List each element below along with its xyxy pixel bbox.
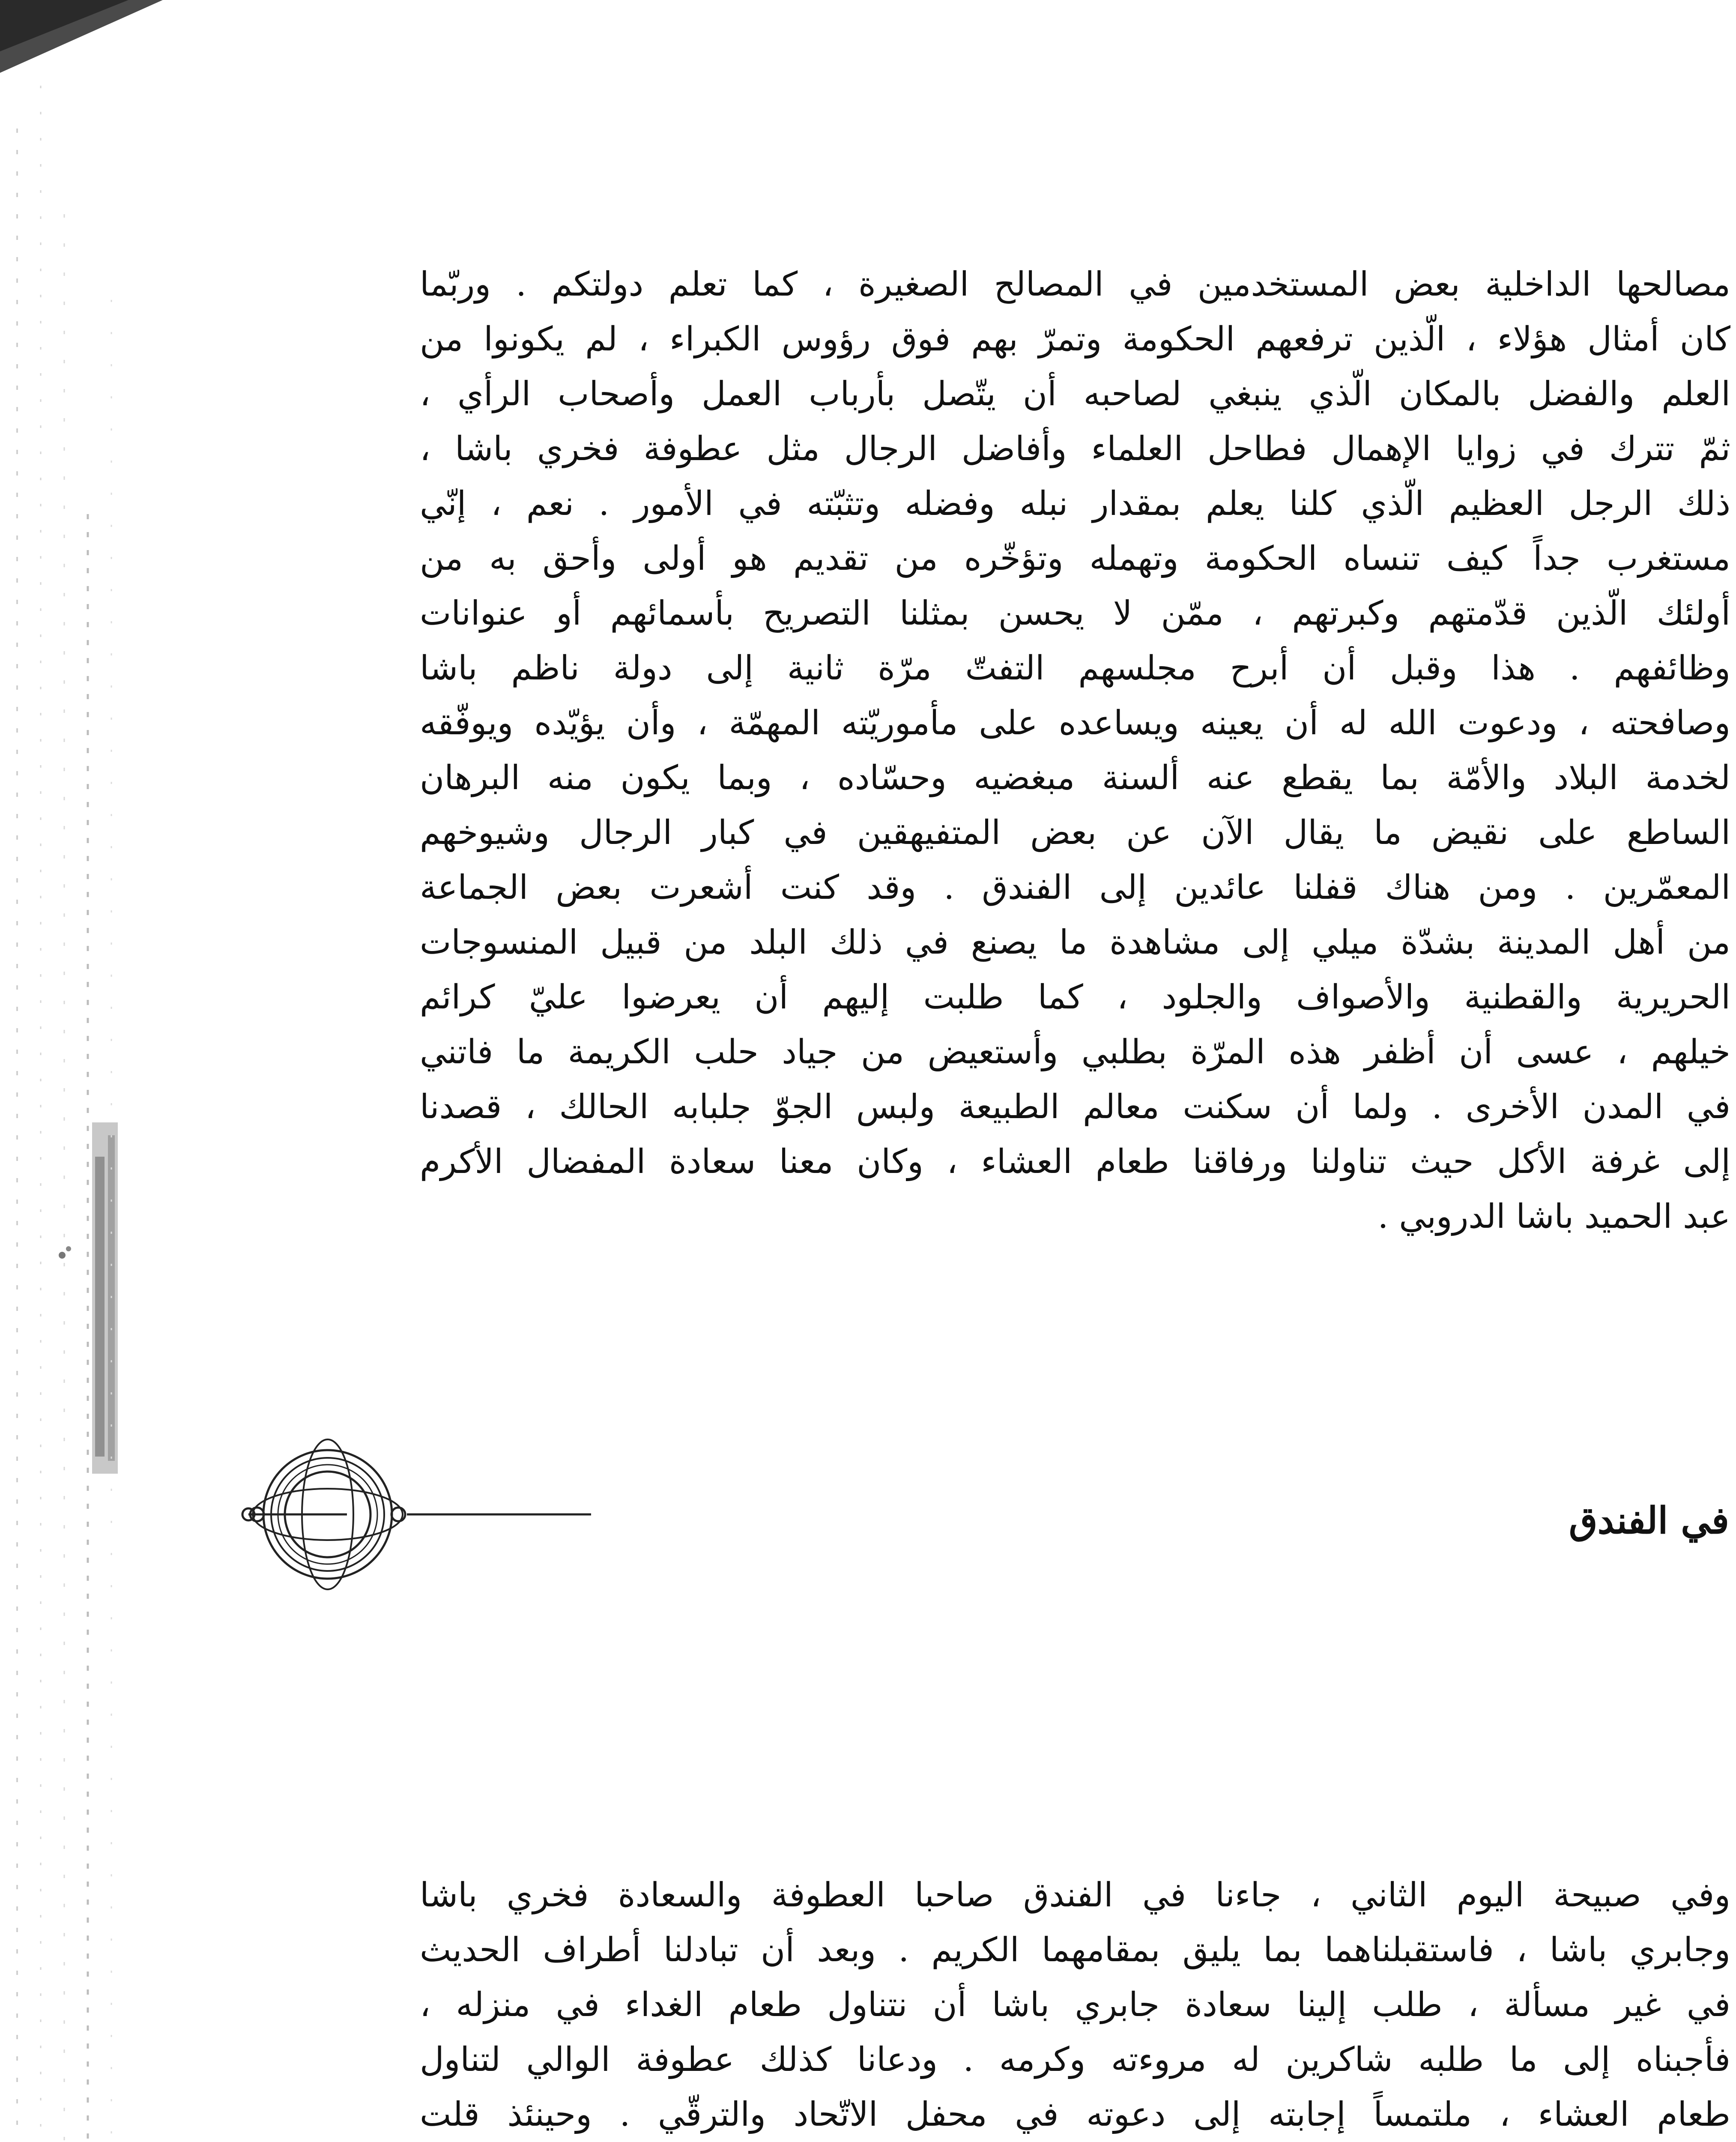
text-line: ثمّ تترك في زوايا الإهمال فطاحل العلماء وأفاضل الرجال مثل عطوفة فخري باشا ، [420,430,1730,468]
body-paragraph-main [420,257,1730,1244]
text-line: مصالحها الداخلية بعض المستخدمين في المصالح الصغيرة ، كما تعلم دولتكم . وربّما [420,265,1730,304]
ring-ornament-icon [240,1424,591,1604]
text-line: ذلك الرجل العظيم الّذي كلنا يعلم بمقدار نبله وفضله وتثبّته في الأمور . نعم ، إنّي [420,485,1730,523]
text-line: وجابري باشا ، فاستقبلناهما بما يليق بمقامهما الكريم . وبعد أن تبادلنا أطراف الحديث [420,1931,1730,1969]
text-line: طعام العشاء ، ملتمساً إجابته إلى دعوته في محفل الاتّحاد والترقّي . وحينئذ قلت [420,2095,1730,2134]
text-line: أولئك الّذين قدّمتهم وكبرتهم ، ممّن لا يحسن بمثلنا التصريح بأسمائهم أو عنوانات [420,594,1730,633]
text-line: عبد الحميد باشا الدروبي . [1377,1197,1730,1236]
text-line: في المدن الأخرى . ولما أن سكنت معالم الطبيعة ولبس الجوّ جلبابه الحالك ، قصدنا [420,1088,1730,1126]
text-line: كان أمثال هؤلاء ، الّذين ترفعهم الحكومة وتمرّ بهم فوق رؤوس الكبراء ، لم يكونوا من [420,320,1730,359]
text-line: لخدمة البلاد والأمّة بما يقطع عنه ألسنة مبغضيه وحسّاده ، وبما يكون منه البرهان [420,759,1730,797]
text-line: الحريرية والقطنية والأصواف والجلود ، كما طلبت إليهم أن يعرضوا عليّ كرائم [420,978,1730,1017]
text-line: العلم والفضل بالمكان الّذي ينبغي لصاحبه أن يتّصل بأرباب العمل وأصحاب الرأي ، [420,375,1730,413]
section-heading: في الفندق [1569,1499,1729,1542]
text-line: خيلهم ، عسى أن أظفر هذه المرّة بطلبي وأستعيض من جياد حلب الكريمة ما فاتني [420,1033,1730,1071]
text-line: وفي صبيحة اليوم الثاني ، جاءنا في الفندق صاحبا العطوفة والسعادة فخري باشا [420,1876,1730,1915]
body-paragraph-second [420,1868,1730,2142]
text-line: إلى غرفة الأكل حيث تناولنا ورفاقنا طعام العشاء ، وكان معنا سعادة المفضال الأكرم [420,1143,1730,1181]
text-line: وظائفهم . هذا وقبل أن أبرح مجلسهم التفتّ مرّة ثانية إلى دولة ناظم باشا [420,649,1730,688]
text-line: الساطع على نقيض ما يقال الآن عن بعض المتفيهقين في كبار الرجال وشيوخهم [420,814,1730,852]
text-line: من أهل المدينة بشدّة ميلي إلى مشاهدة ما يصنع في ذلك البلد من قبيل المنسوجات [420,923,1730,962]
text-line: في غير مسألة ، طلب إلينا سعادة جابري باشا أن نتناول طعام الغداء في منزله ، [420,1986,1730,2024]
text-line: المعمّرين . ومن هناك قفلنا عائدين إلى الفندق . وقد كنت أشعرت بعض الجماعة [420,868,1730,907]
text-line: مستغرب جداً كيف تنساه الحكومة وتهمله وتؤخّره من تقديم هو أولى وأحق به من [420,539,1730,578]
text-line: وصافحته ، ودعوت الله له أن يعينه ويساعده على مأموريّته المهمّة ، وأن يؤيّده ويوفّقه [420,704,1730,742]
scan-edge-noise [0,0,141,2142]
text-line: فأجبناه إلى ما طلبه شاكرين له مروءته وكرمه . ودعانا كذلك عطوفة الوالي لتناول [420,2040,1730,2079]
